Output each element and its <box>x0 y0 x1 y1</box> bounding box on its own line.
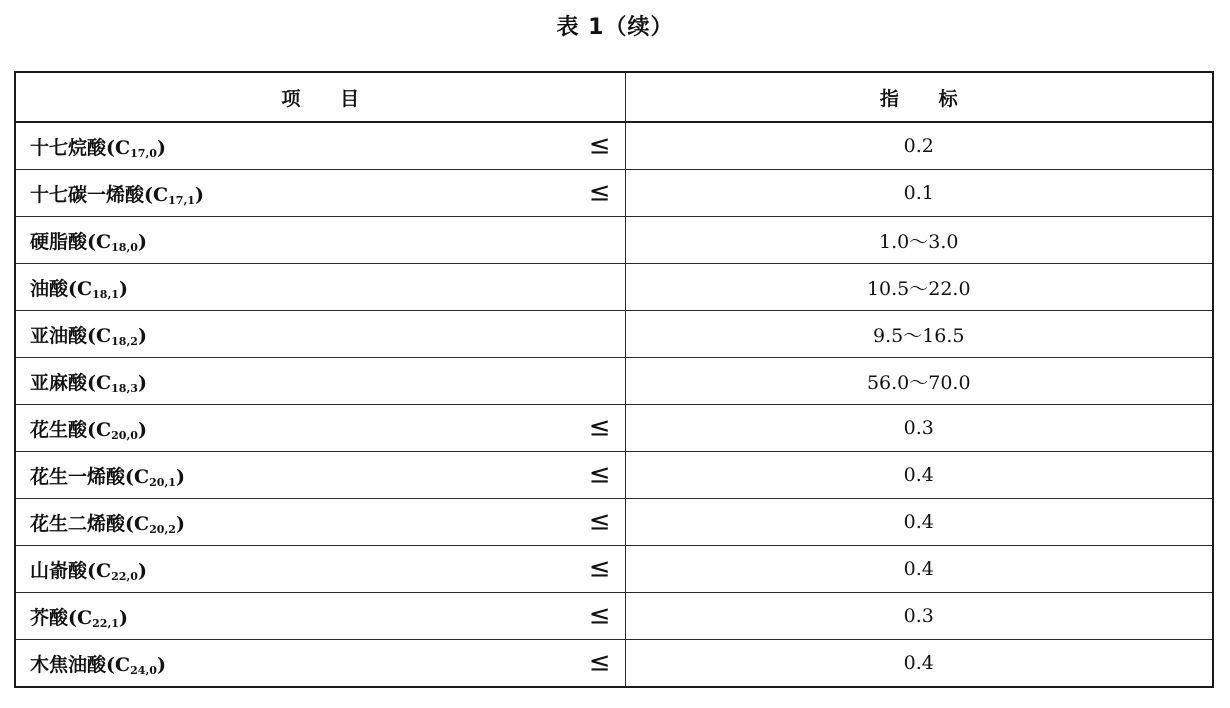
table-row <box>15 640 1213 688</box>
column-header-item: 项 目 <box>15 72 625 122</box>
item-cell <box>15 311 625 358</box>
formula-close: ) <box>175 465 185 488</box>
carbon-formula <box>87 419 147 441</box>
item-cell <box>15 122 625 170</box>
formula-close: ) <box>137 371 147 394</box>
value-cell: 10.5～22.0 <box>625 264 1213 311</box>
less-equal-sign: ≤ <box>588 412 611 443</box>
value-cell: 0.4 <box>625 499 1213 546</box>
carbon-formula <box>68 607 128 629</box>
formula-close: ) <box>156 653 166 676</box>
fatty-acid-name: 芥酸 <box>30 606 69 629</box>
less-equal-sign: ≤ <box>588 459 611 490</box>
item-cell <box>15 217 625 264</box>
formula-subscript: 18,2 <box>111 334 138 348</box>
formula-subscript: 20,0 <box>111 428 138 442</box>
table-row <box>15 311 1213 358</box>
carbon-formula <box>125 466 185 488</box>
formula-subscript: 20,2 <box>149 522 176 536</box>
carbon-formula <box>68 278 128 300</box>
formula-close: ) <box>175 512 185 535</box>
fatty-acid-name: 油酸 <box>30 277 69 300</box>
table-row <box>15 358 1213 405</box>
formula-subscript: 22,0 <box>111 569 138 583</box>
formula-close: ) <box>194 183 204 206</box>
table-row <box>15 499 1213 546</box>
formula-close: ) <box>137 324 147 347</box>
formula-subscript: 22,1 <box>92 616 119 630</box>
fatty-acid-name: 木焦油酸 <box>30 653 107 676</box>
fatty-acid-name: 亚麻酸 <box>30 371 88 394</box>
formula-close: ) <box>137 230 147 253</box>
formula-open: (C <box>125 512 150 535</box>
item-cell <box>15 499 625 546</box>
fatty-acid-name: 花生一烯酸 <box>30 465 126 488</box>
item-cell <box>15 546 625 593</box>
item-cell <box>15 640 625 688</box>
formula-open: (C <box>87 371 112 394</box>
table-row <box>15 452 1213 499</box>
table-row <box>15 217 1213 264</box>
formula-subscript: 20,1 <box>149 475 176 489</box>
table-row <box>15 264 1213 311</box>
formula-subscript: 17,1 <box>168 193 195 207</box>
fatty-acid-name: 亚油酸 <box>30 324 88 347</box>
fatty-acid-name: 十七碳一烯酸 <box>30 183 145 206</box>
formula-close: ) <box>137 418 147 441</box>
carbon-formula <box>144 184 204 206</box>
value-cell: 0.1 <box>625 170 1213 217</box>
item-cell <box>15 593 625 640</box>
value-cell: 0.4 <box>625 546 1213 593</box>
table-header-row <box>15 72 1213 122</box>
item-cell <box>15 405 625 452</box>
table-row <box>15 122 1213 170</box>
item-cell <box>15 170 625 217</box>
column-header-value: 指 标 <box>625 72 1213 122</box>
value-cell: 56.0～70.0 <box>625 358 1213 405</box>
carbon-formula <box>106 137 166 159</box>
item-cell <box>15 452 625 499</box>
value-cell: 9.5～16.5 <box>625 311 1213 358</box>
formula-close: ) <box>137 559 147 582</box>
carbon-formula <box>87 372 147 394</box>
carbon-formula <box>125 513 185 535</box>
formula-open: (C <box>87 324 112 347</box>
formula-open: (C <box>106 653 131 676</box>
formula-subscript: 18,0 <box>111 240 138 254</box>
fatty-acid-name: 十七烷酸 <box>30 136 107 159</box>
less-equal-sign: ≤ <box>588 600 611 631</box>
value-cell: 0.4 <box>625 452 1213 499</box>
formula-subscript: 18,1 <box>92 287 119 301</box>
formula-open: (C <box>68 277 93 300</box>
fatty-acid-name: 花生二烯酸 <box>30 512 126 535</box>
formula-open: (C <box>106 136 131 159</box>
formula-subscript: 24,0 <box>130 663 157 677</box>
table-body <box>15 122 1213 687</box>
item-cell <box>15 264 625 311</box>
formula-close: ) <box>118 606 128 629</box>
carbon-formula <box>87 560 147 582</box>
fatty-acid-name: 山嵛酸 <box>30 559 88 582</box>
table-row <box>15 170 1213 217</box>
formula-close: ) <box>118 277 128 300</box>
formula-subscript: 17,0 <box>130 146 157 160</box>
carbon-formula <box>106 654 166 676</box>
less-equal-sign: ≤ <box>588 130 611 161</box>
value-cell: 0.3 <box>625 405 1213 452</box>
item-cell <box>15 358 625 405</box>
value-cell: 0.2 <box>625 122 1213 170</box>
formula-open: (C <box>87 559 112 582</box>
table-row <box>15 593 1213 640</box>
carbon-formula <box>87 231 147 253</box>
table-row <box>15 405 1213 452</box>
carbon-formula <box>87 325 147 347</box>
less-equal-sign: ≤ <box>588 177 611 208</box>
formula-open: (C <box>87 230 112 253</box>
formula-open: (C <box>68 606 93 629</box>
formula-close: ) <box>156 136 166 159</box>
fatty-acid-name: 硬脂酸 <box>30 230 88 253</box>
table-row <box>15 546 1213 593</box>
formula-open: (C <box>87 418 112 441</box>
formula-open: (C <box>144 183 169 206</box>
value-cell: 1.0～3.0 <box>625 217 1213 264</box>
fatty-acid-name: 花生酸 <box>30 418 88 441</box>
less-equal-sign: ≤ <box>588 506 611 537</box>
less-equal-sign: ≤ <box>588 647 611 678</box>
value-cell: 0.4 <box>625 640 1213 688</box>
less-equal-sign: ≤ <box>588 553 611 584</box>
table-title: 表 1（续） <box>556 15 674 40</box>
formula-open: (C <box>125 465 150 488</box>
value-cell: 0.3 <box>625 593 1213 640</box>
fatty-acid-spec-table <box>14 71 1214 688</box>
formula-subscript: 18,3 <box>111 381 138 395</box>
